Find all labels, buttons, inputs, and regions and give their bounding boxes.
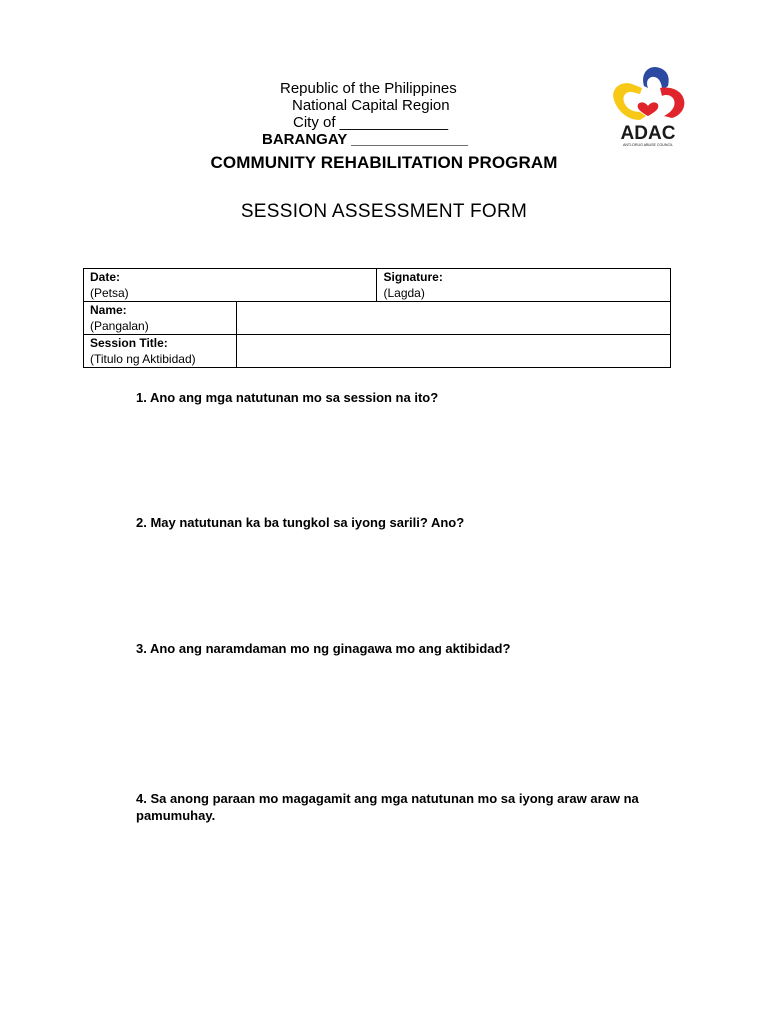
program-title: COMMUNITY REHABILITATION PROGRAM xyxy=(210,153,558,172)
header-republic: Republic of the Philippines xyxy=(280,80,457,97)
session-label-cell xyxy=(84,335,237,368)
logo-text: ADAC xyxy=(620,123,676,144)
hands-heart-logo-icon xyxy=(604,62,692,148)
name-field[interactable] xyxy=(236,302,670,335)
table-row xyxy=(84,335,671,368)
logo-blue-hand xyxy=(643,67,669,90)
date-cell[interactable] xyxy=(84,269,377,302)
question-1: 1. Ano ang mga natutunan mo sa session na ito? xyxy=(136,390,439,405)
header-barangay: BARANGAY ______________ xyxy=(262,131,468,148)
table-row xyxy=(84,302,671,335)
header-city: City of _____________ xyxy=(293,114,449,131)
adac-logo xyxy=(604,62,692,148)
signature-cell[interactable] xyxy=(377,269,671,302)
question-3: 3. Ano ang naramdaman mo ng ginagawa mo ang aktibidad? xyxy=(136,641,511,656)
session-label: Session Title: xyxy=(90,336,168,350)
logo-yellow-hand xyxy=(613,83,646,120)
header-region: National Capital Region xyxy=(292,97,450,114)
date-label: Date: xyxy=(90,270,121,284)
question-2: 2. May natutunan ka ba tungkol sa iyong sarili? Ano? xyxy=(136,515,465,530)
form-title: SESSION ASSESSMENT FORM xyxy=(240,201,528,222)
session-sub: (Titulo ng Aktibidad) xyxy=(90,352,196,366)
signature-sub: (Lagda) xyxy=(383,286,425,300)
name-sub: (Pangalan) xyxy=(90,319,149,333)
question-4: 4. Sa anong paraan mo magagamit ang mga natutunan mo sa iyong araw araw na pamumuhay. xyxy=(136,791,639,823)
name-label: Name: xyxy=(90,303,127,317)
table-row xyxy=(84,269,671,302)
signature-label: Signature: xyxy=(383,270,443,284)
logo-red-hand xyxy=(660,88,684,119)
date-sub: (Petsa) xyxy=(90,286,129,300)
session-field[interactable] xyxy=(236,335,670,368)
name-label-cell xyxy=(84,302,237,335)
info-table xyxy=(83,268,671,368)
logo-subtext: ANTI-DRUG ABUSE COUNCIL xyxy=(622,143,674,147)
